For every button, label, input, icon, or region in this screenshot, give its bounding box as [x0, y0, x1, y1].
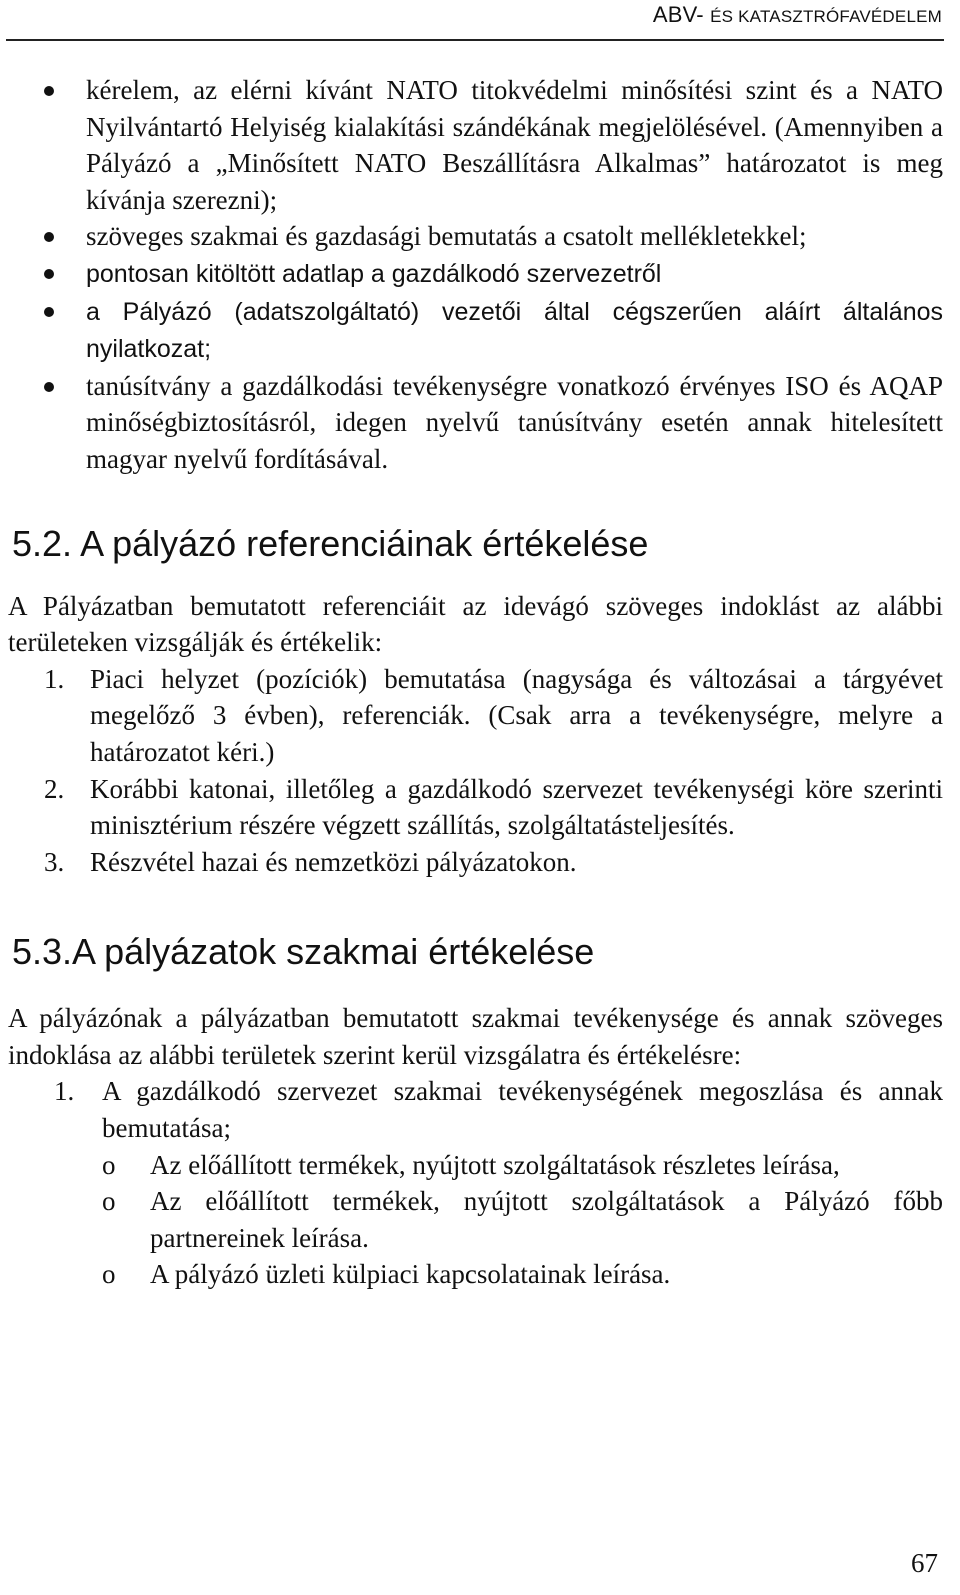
page-number: 67	[911, 1548, 938, 1578]
list-item	[8, 255, 943, 293]
list-item-text: Korábbi katonai, illetőleg a gazdálkodó szervezet tevékenységi köre szerinti minisztérium részére végzett szállítás, szolgáltatásteljesítés.	[90, 773, 943, 841]
header-title-small: ÉS KATASZTRÓFAVÉDELEM	[710, 7, 942, 26]
sublist-item	[8, 1256, 943, 1293]
list-item-text: Piaci helyzet (pozíciók) bemutatása (nagysága és változásai a tárgyévet megelőző 3 évben), referenciák. (Csak arra a tevékenységre, melyre a határozatot kéri.)	[90, 663, 943, 767]
list-item	[8, 368, 943, 478]
evaluation-list	[8, 1073, 943, 1146]
list-item	[8, 218, 943, 255]
bullet-icon	[44, 307, 54, 317]
bullet-icon	[44, 269, 54, 279]
list-item-text: szöveges szakmai és gazdasági bemutatás a csatolt mellékletekkel;	[86, 221, 807, 252]
list-item-text: a Pályázó (adatszolgáltató) vezetői által cégszerűen aláírt általános nyilatkozat;	[86, 297, 943, 364]
list-item	[8, 293, 943, 368]
sublist-item	[8, 1183, 943, 1256]
sublist-item-text: A pályázó üzleti külpiaci kapcsolatainak leírása.	[150, 1259, 671, 1290]
list-item	[8, 1073, 943, 1146]
section-intro: A Pályázatban bemutatott referenciáit az idevágó szöveges indoklást az alábbi területeken vizsgálják és értékelik:	[8, 590, 943, 658]
list-item	[8, 771, 943, 844]
list-number: 3.	[44, 846, 65, 877]
list-item-text: Részvétel hazai és nemzetközi pályázatokon.	[90, 846, 577, 877]
requirements-list	[8, 72, 943, 478]
sublist-item	[8, 1147, 943, 1184]
circle-bullet-icon: o	[102, 1186, 116, 1217]
list-item-text: tanúsítvány a gazdálkodási tevékenységre vonatkozó érvényes ISO és AQAP minőségbiztosításról, idegen nyelvű tanúsítvány esetén annak hitelesített magyar nyelvű fordításával.	[86, 370, 943, 474]
evaluation-sublist	[8, 1147, 943, 1293]
list-item-text: pontosan kitöltött adatlap a gazdálkodó szervezetről	[86, 259, 662, 288]
header-title-main: ABV-	[652, 2, 704, 27]
list-item-text: A gazdálkodó szervezet szakmai tevékenységének megoszlása és annak bemutatása;	[102, 1076, 943, 1144]
circle-bullet-icon: o	[102, 1259, 116, 1290]
bullet-icon	[44, 382, 54, 392]
list-number: 1.	[54, 1076, 75, 1107]
references-list	[8, 661, 943, 881]
list-item	[8, 844, 943, 881]
list-item	[8, 72, 943, 218]
page-content	[8, 72, 943, 1293]
list-item	[8, 661, 943, 771]
list-number: 1.	[44, 663, 65, 694]
running-header	[653, 0, 942, 30]
circle-bullet-icon: o	[102, 1149, 116, 1180]
section-heading: 5.3.A pályázatok szakmai értékelése	[12, 931, 595, 973]
header-divider	[6, 39, 944, 41]
section-heading: 5.2. A pályázó referenciáinak értékelése	[12, 522, 649, 564]
list-number: 2.	[44, 773, 65, 804]
section-intro: A pályázónak a pályázatban bemutatott szakmai tevékenysége és annak szöveges indoklása az alábbi területek szerint kerül vizsgálatra és értékelésre:	[8, 1003, 943, 1070]
sublist-item-text: Az előállított termékek, nyújtott szolgáltatások a Pályázó főbb partnereinek leírása.	[150, 1186, 943, 1253]
sublist-item-text: Az előállított termékek, nyújtott szolgáltatások részletes leírása,	[150, 1149, 840, 1180]
bullet-icon	[44, 232, 54, 242]
bullet-icon	[44, 86, 54, 96]
list-item-text: kérelem, az elérni kívánt NATO titokvédelmi minősítési szint és a NATO Nyilvántartó Helyiség kialakítási szándékának megjelölésével. (Amennyiben a Pályázó a „Minősített NATO Beszállításra Alkalmas” határozatot is meg kívánja szerezni);	[86, 75, 943, 215]
